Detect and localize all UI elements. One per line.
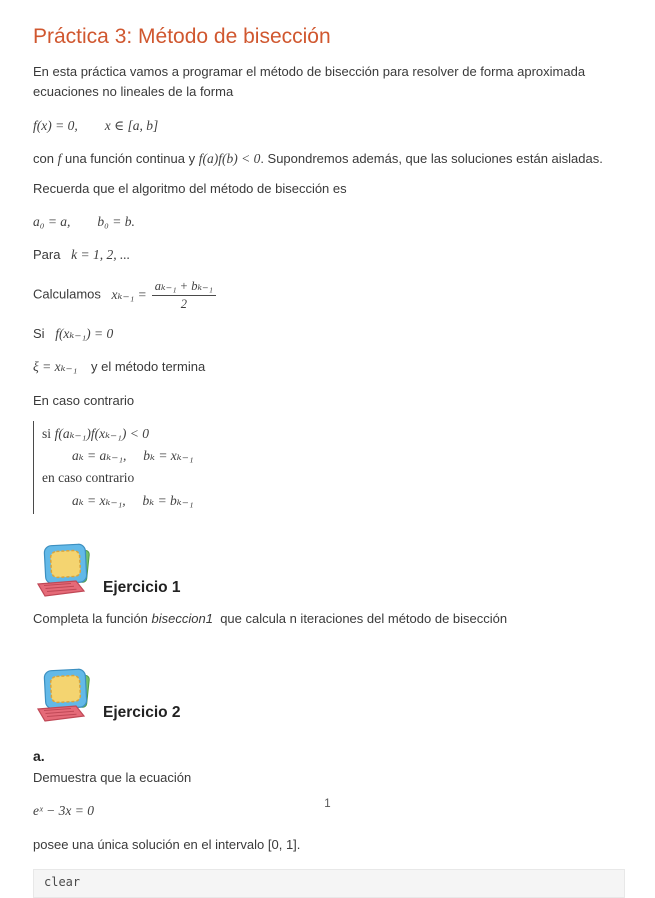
computer-icon <box>33 544 95 601</box>
equation-text: eˣ − 3x = 0 <box>33 803 95 819</box>
equation-init <box>33 213 625 232</box>
text-segment: si <box>42 425 52 441</box>
intro-paragraph: En esta práctica vamos a programar el método de bisección para resolver de forma aproximada ecuaciones no lineales de la forma <box>33 64 586 100</box>
case-line-3 <box>42 467 625 489</box>
equation-text: a₀ = a, b₀ = b. <box>33 214 135 230</box>
text-segment: con <box>33 151 54 167</box>
text-segment: una función continua y <box>64 151 196 167</box>
case-line-1 <box>42 423 625 445</box>
text-segment: Si <box>33 326 45 342</box>
equation-fx-zero <box>33 117 625 136</box>
text-segment: Completa la función <box>33 611 148 626</box>
exercise-1-title: Ejercicio 1 <box>103 579 181 596</box>
fraction-numerator: aₖ₋₁ + bₖ₋₁ <box>152 279 216 295</box>
xi-line <box>33 358 625 377</box>
case-line-4 <box>42 490 625 512</box>
text-segment: que calcula n iteraciones del método de bisección <box>220 611 508 626</box>
subsection-a-heading: a. <box>33 748 45 765</box>
exercise-1-paragraph <box>33 609 625 629</box>
otherwise-paragraph: En caso contrario <box>33 392 135 408</box>
exercise-2-header <box>33 669 625 726</box>
math-fxk-zero: f(xₖ₋₁) = 0 <box>55 326 114 342</box>
continuity-paragraph <box>33 149 625 170</box>
fraction-denominator: 2 <box>180 296 187 311</box>
exercise-2-title: Ejercicio 2 <box>103 704 181 722</box>
text-segment: en caso contrario <box>42 470 135 486</box>
math-assignment: aₖ = aₖ₋₁, bₖ = xₖ₋₁ <box>72 448 194 464</box>
math-k-sequence: k = 1, 2, ... <box>71 247 131 263</box>
math-f: f <box>57 151 62 167</box>
demuestra-paragraph: Demuestra que la ecuación <box>33 770 192 786</box>
text-segment: Calculamos <box>33 286 101 302</box>
math-condition: f(aₖ₋₁)f(xₖ₋₁) < 0 <box>54 425 149 441</box>
function-name: biseccion1 <box>151 611 213 626</box>
text-segment: . Supondremos además, que las soluciones están aisladas. <box>260 151 603 167</box>
text-segment: Para <box>33 247 61 263</box>
matlab-code-block: clear <box>33 869 625 898</box>
page-title: Práctica 3: Método de bisección <box>33 25 331 48</box>
intervalo-paragraph: posee una única solución en el intervalo [0, 1]. <box>33 837 301 853</box>
para-k-line <box>33 246 625 265</box>
text-segment: y el método termina <box>91 358 206 374</box>
exercise-1-header <box>33 544 625 601</box>
fraction <box>152 279 216 311</box>
si-line <box>33 325 625 344</box>
math-xi: ξ = xₖ₋₁ <box>33 358 78 374</box>
case-line-2 <box>42 445 625 467</box>
calculamos-line <box>33 279 625 311</box>
bisection-case-block <box>33 421 625 514</box>
math-xk: xₖ₋₁ = <box>111 286 147 302</box>
computer-icon <box>33 669 95 726</box>
page-number: 1 <box>324 798 331 810</box>
math-assignment: aₖ = xₖ₋₁, bₖ = bₖ₋₁ <box>72 492 194 508</box>
math-fafb: f(a)f(b) < 0 <box>198 151 261 167</box>
equation-text: f(x) = 0, x ∈ [a, b] <box>33 117 159 133</box>
recall-paragraph: Recuerda que el algoritmo del método de bisección es <box>33 181 347 197</box>
